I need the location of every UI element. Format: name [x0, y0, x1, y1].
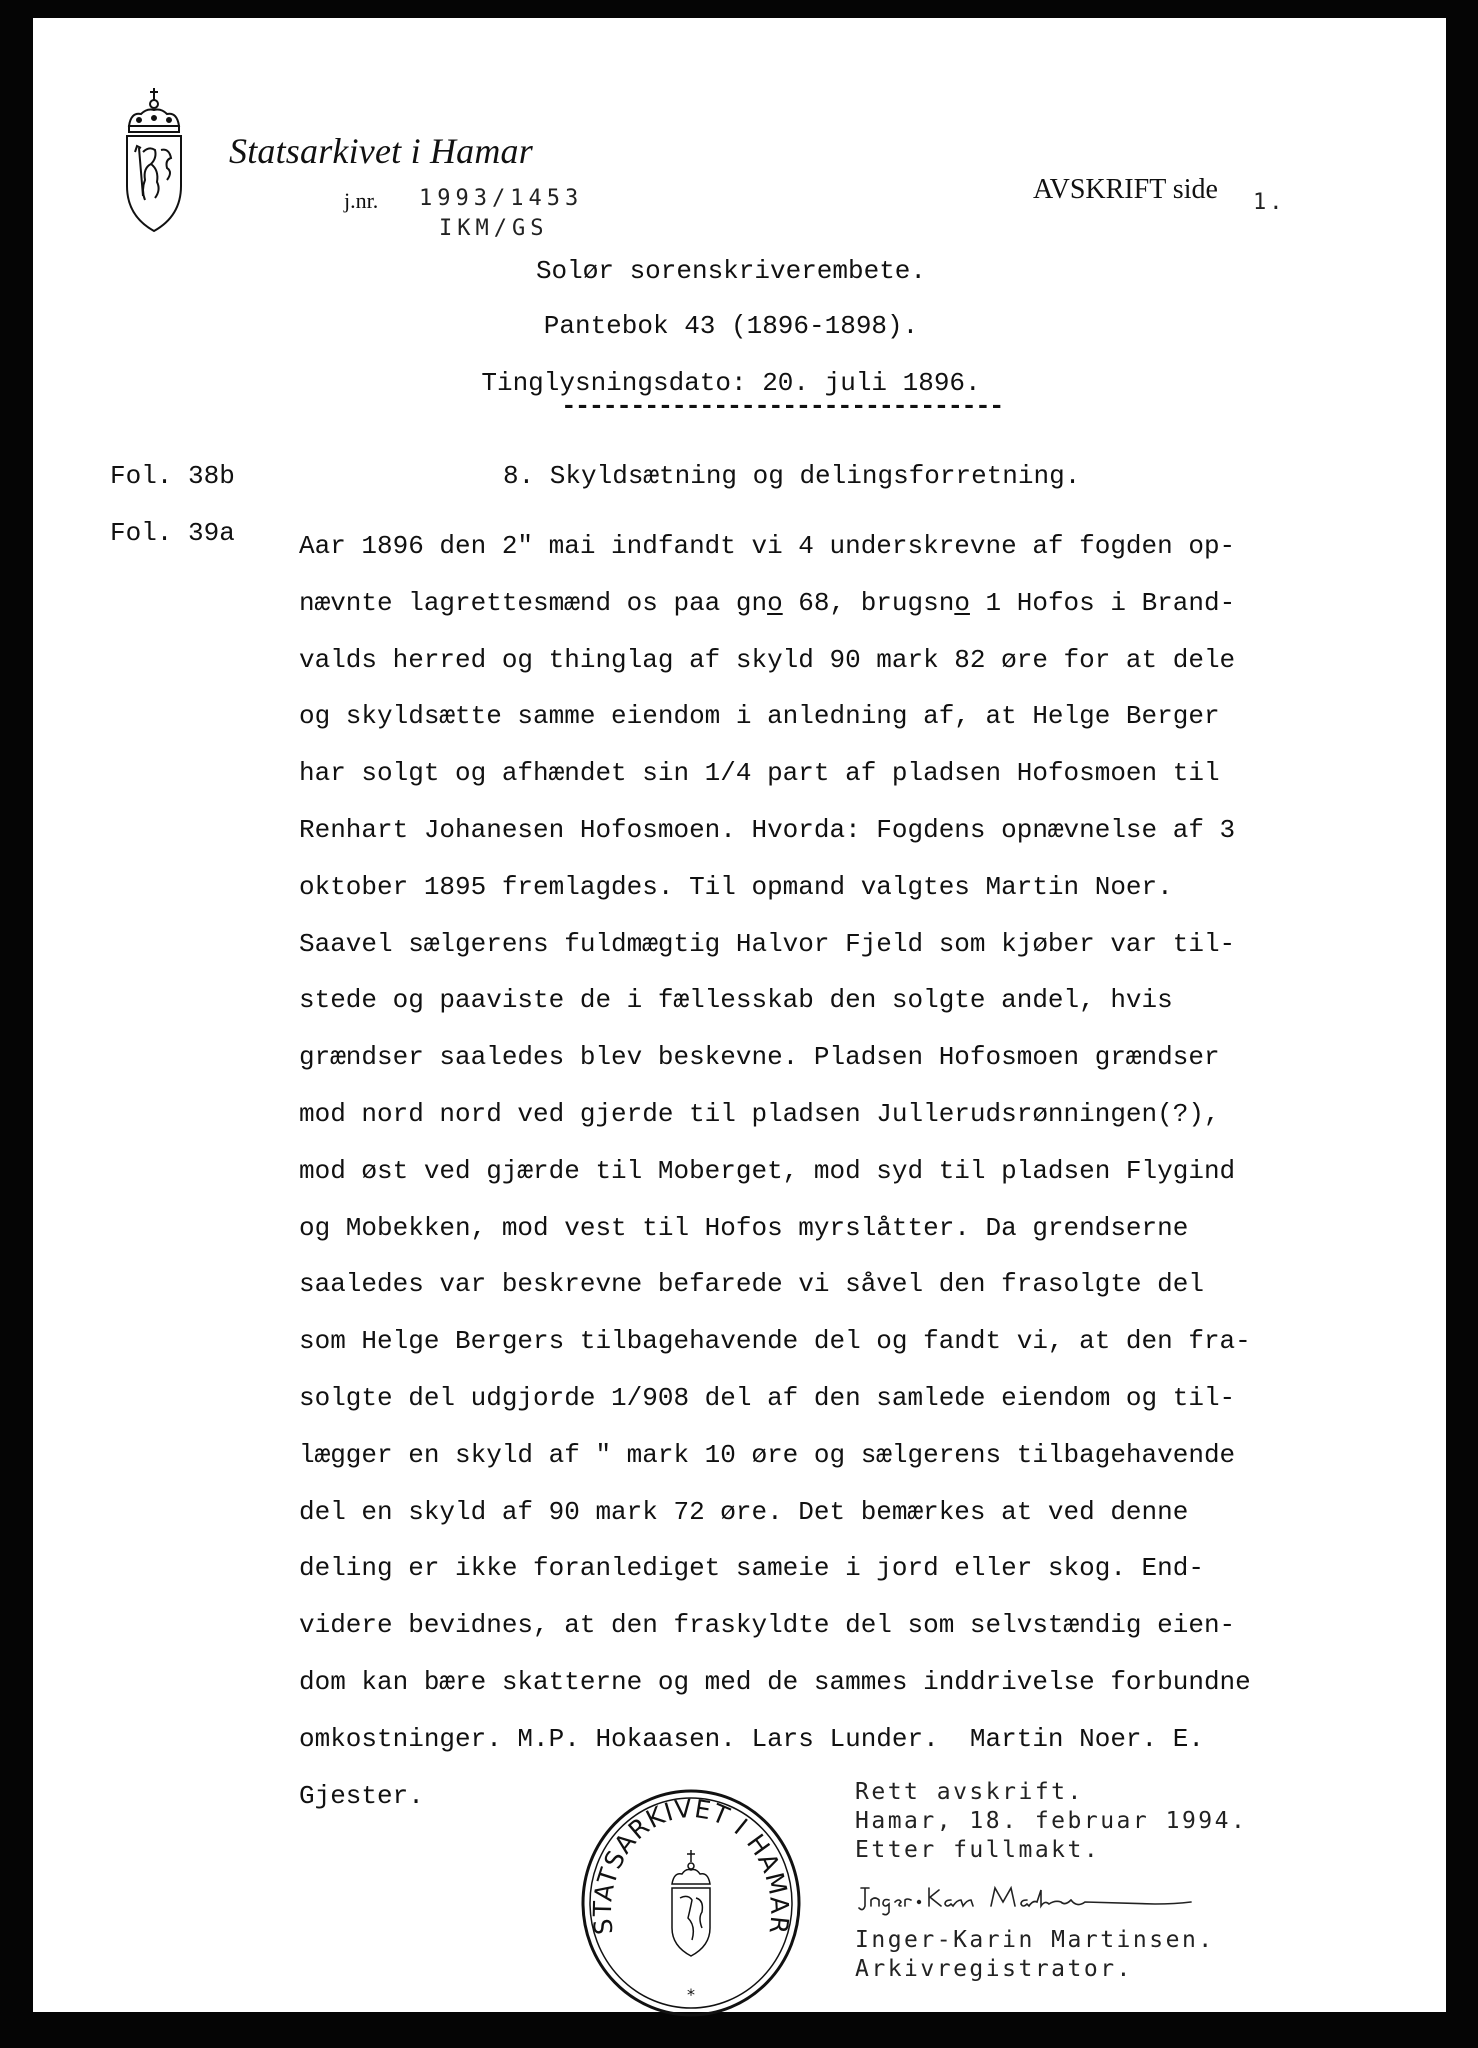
- body-line: omkostninger. M.P. Hokaasen. Lars Lunder. Martin Noer. E.: [299, 1723, 1204, 1754]
- folio-label-38b: Fol. 38b: [110, 461, 235, 491]
- section-title: 8. Skyldsætning og delingsforretning.: [503, 461, 1081, 491]
- transcript-body: [299, 518, 1251, 1824]
- book-heading: Pantebok 43 (1896-1898).: [543, 311, 919, 341]
- body-line: som Helge Bergers tilbagehavende del og fandt vi, at den fra-: [299, 1326, 1251, 1357]
- attestation-block: [855, 1778, 1247, 1865]
- signer-title: Arkivregistrator.: [855, 1956, 1133, 1982]
- attestation-line-3: Etter fullmakt.: [855, 1837, 1101, 1863]
- handwritten-signature: [855, 1878, 1195, 1918]
- registration-date: Tinglysningsdato: 20. juli 1896.: [481, 368, 981, 398]
- body-line: og skyldsætte samme eiendom i anledning af, at Helge Berger: [299, 701, 1220, 732]
- body-line: solgte del udgjorde 1/908 del af den samlede eiendom og til-: [299, 1382, 1236, 1413]
- body-line: Renhart Johanesen Hofosmoen. Hvorda: Fogdens opnævnelse af 3: [299, 814, 1236, 845]
- heading-divider: --------------------------------: [561, 391, 1003, 421]
- body-line: stede og paaviste de i fællesskab den solgte andel, hvis: [299, 985, 1173, 1016]
- signer-name: Inger-Karin Martinsen.: [855, 1927, 1215, 1953]
- page-number: 1.: [1253, 190, 1286, 215]
- institution-name: Statsarkivet i Hamar: [229, 131, 533, 171]
- document-page: [33, 18, 1446, 2012]
- body-line: valds herred og thinglag af skyld 90 mark 82 øre for at dele: [299, 644, 1236, 675]
- body-line: Gjester.: [299, 1780, 424, 1811]
- body-line: saaledes var beskrevne befarede vi såvel den frasolgte del: [299, 1269, 1204, 1300]
- journal-number-label: j.nr.: [344, 188, 379, 213]
- body-line: grændser saaledes blev beskevne. Pladsen Hofosmoen grændser: [299, 1042, 1220, 1073]
- document-type-label: AVSKRIFT side: [1033, 174, 1218, 205]
- body-line: oktober 1895 fremlagdes. Til opmand valgtes Martin Noer.: [299, 871, 1173, 902]
- body-line: dom kan bære skatterne og med de sammes inddrivelse forbundne: [299, 1666, 1251, 1697]
- svg-text:STATSARKIVET I HAMAR: [588, 1794, 794, 1937]
- office-heading: Solør sorenskriverembete.: [535, 256, 927, 286]
- body-line: del en skyld af 90 mark 72 øre. Det bemærkes at ved denne: [299, 1496, 1189, 1527]
- body-line: videre bevidnes, at den fraskyldte del som selvstændig eien-: [299, 1610, 1236, 1641]
- body-line: lægger en skyld af " mark 10 øre og sælgerens tilbagehavende: [299, 1439, 1236, 1470]
- archive-stamp: [576, 1788, 806, 2018]
- attestation-line-1: Rett avskrift.: [855, 1779, 1084, 1805]
- folio-label-39a: Fol. 39a: [110, 518, 235, 548]
- body-line: og Mobekken, mod vest til Hofos myrslåtter. Da grendserne: [299, 1212, 1189, 1243]
- body-line: Aar 1896 den 2" mai indfandt vi 4 underskrevne af fogden op-: [299, 531, 1236, 561]
- body-line: mod nord nord ved gjerde til pladsen Jullerudsrønningen(?),: [299, 1098, 1220, 1129]
- stamp-star-icon: *: [687, 1985, 695, 2004]
- case-initials: IKM/GS: [439, 216, 549, 241]
- journal-number: 1993/1453: [419, 186, 584, 211]
- signer-block: [855, 1926, 1215, 1984]
- body-line: har solgt og afhændet sin 1/4 part af pladsen Hofosmoen til: [299, 758, 1220, 789]
- body-line: mod øst ved gjærde til Moberget, mod syd til pladsen Flygind: [299, 1155, 1236, 1186]
- coat-of-arms-icon: [121, 86, 187, 236]
- stamp-text: STATSARKIVET I HAMAR: [587, 1793, 795, 1937]
- body-line: deling er ikke foranlediget sameie i jord eller skog. End-: [299, 1553, 1204, 1584]
- attestation-line-2: Hamar, 18. februar 1994.: [855, 1808, 1248, 1834]
- stamp-crest-icon: [672, 1850, 710, 1956]
- body-line: nævnte lagrettesmænd os paa gno 68, brugsno 1 Hofos i Brand-: [299, 587, 1236, 618]
- body-line: Saavel sælgerens fuldmægtig Halvor Fjeld som kjøber var til-: [299, 928, 1236, 959]
